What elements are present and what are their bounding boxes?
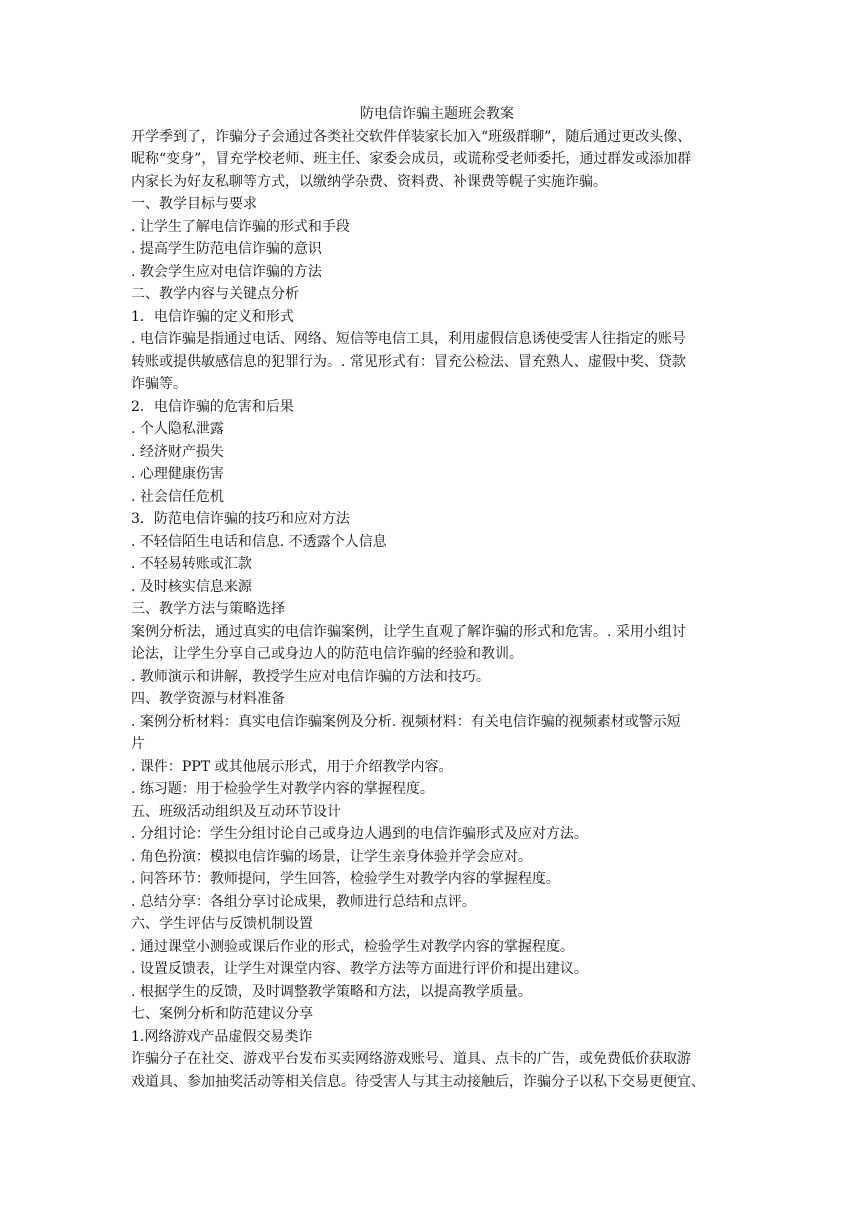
- list-item: . 角色扮演：模拟电信诈骗的场景，让学生亲身体验并学会应对。: [131, 848, 532, 865]
- subsection-heading: 1．电信诈骗的定义和形式: [131, 308, 294, 325]
- list-item: . 问答环节：教师提问，学生回答，检验学生对教学内容的掌握程度。: [131, 871, 560, 887]
- list-item: . 通过课堂小测验或课后作业的形式，检验学生对教学内容的掌握程度。: [131, 938, 574, 955]
- list-item: . 让学生了解电信诈骗的形式和手段: [131, 218, 350, 235]
- text-line: 诈骗分子在社交、游戏平台发布买卖网络游戏账号、道具、点卡的广告，或免费低价获取游: [131, 1051, 691, 1067]
- text-line: 转账或提供敏感信息的犯罪行为。. 常见形式有：冒充公检法、冒充熟人、虚假中奖、贷款: [131, 353, 686, 370]
- paragraph-block: [131, 126, 743, 1094]
- subsection-heading: 1.网络游戏产品虚假交易类诈: [131, 1028, 313, 1045]
- list-item: . 及时核实信息来源: [131, 578, 252, 595]
- text-line: 片: [131, 736, 145, 752]
- text-line: 内家长为好友私聊等方式，以缴纳学杂费、资料费、补课费等幌子实施诈骗。: [131, 173, 607, 190]
- list-item: . 根据学生的反馈，及时调整教学策略和方法，以提高教学质量。: [131, 983, 532, 1000]
- text-line: 昵称“变身”，冒充学校老师、班主任、家委会成员，或谎称受老师委托，通过群发或添加群: [131, 151, 692, 167]
- subsection-heading: 2．电信诈骗的危害和后果: [131, 398, 294, 415]
- document-title: 防电信诈骗主题班会教案: [360, 106, 514, 122]
- list-item: . 练习题：用于检验学生对教学内容的掌握程度。: [131, 781, 434, 797]
- text-line: 论法，让学生分享自己或身边人的防范电信诈骗的经验和教训。: [131, 646, 523, 662]
- list-item: . 不轻信陌生电话和信息. 不透露个人信息: [131, 533, 387, 550]
- list-item: . 社会信任危机: [131, 488, 224, 505]
- text-line: 开学季到了，诈骗分子会通过各类社交软件佯装家长加入“班级群聊”，随后通过更改头像、: [131, 128, 692, 145]
- document-body: [131, 103, 743, 1093]
- section-heading: 六、学生评估与反馈机制设置: [131, 916, 313, 932]
- list-item: . 课件：PPT 或其他展示形式，用于介绍教学内容。: [131, 758, 453, 775]
- subsection-heading: 3．防范电信诈骗的技巧和应对方法: [131, 511, 350, 527]
- section-heading: 五、班级活动组织及互动环节设计: [131, 803, 341, 820]
- section-heading: 七、案例分析和防范建议分享: [131, 1006, 313, 1022]
- list-item: . 个人隐私泄露: [131, 421, 224, 437]
- list-item: . 教会学生应对电信诈骗的方法: [131, 263, 322, 280]
- list-item: . 设置反馈表，让学生对课堂内容、教学方法等方面进行评价和提出建议。: [131, 961, 588, 977]
- section-heading: 二、教学内容与关键点分析: [131, 286, 299, 302]
- section-heading: 四、教学资源与材料准备: [131, 691, 285, 707]
- list-item: . 分组讨论：学生分组讨论自己或身边人遇到的电信诈骗形式及应对方法。: [131, 826, 588, 842]
- list-item: . 总结分享：各组分享讨论成果，教师进行总结和点评。: [131, 893, 476, 910]
- list-item: . 案例分析材料：真实电信诈骗案例及分析. 视频材料：有关电信诈骗的视频素材或警示短: [131, 713, 681, 730]
- text-line: . 电信诈骗是指通过电话、网络、短信等电信工具，利用虚假信息诱使受害人往指定的账号: [131, 331, 686, 347]
- list-item: . 不轻易转账或汇款: [131, 556, 252, 572]
- section-heading: 一、教学目标与要求: [131, 196, 257, 212]
- text-line: 戏道具、参加抽奖活动等相关信息。待受害人与其主动接触后，诈骗分子以私下交易更便宜、: [131, 1073, 705, 1090]
- text-line: 诈骗等。: [131, 376, 187, 392]
- list-item: . 经济财产损失: [131, 443, 224, 460]
- list-item: . 心理健康伤害: [131, 466, 224, 482]
- section-heading: 三、教学方法与策略选择: [131, 601, 285, 617]
- list-item: . 提高学生防范电信诈骗的意识: [131, 241, 322, 257]
- list-item: . 教师演示和讲解，教授学生应对电信诈骗的方法和技巧。: [131, 668, 490, 685]
- text-line: 案例分析法，通过真实的电信诈骗案例，让学生直观了解诈骗的形式和危害。. 采用小组讨: [131, 623, 686, 640]
